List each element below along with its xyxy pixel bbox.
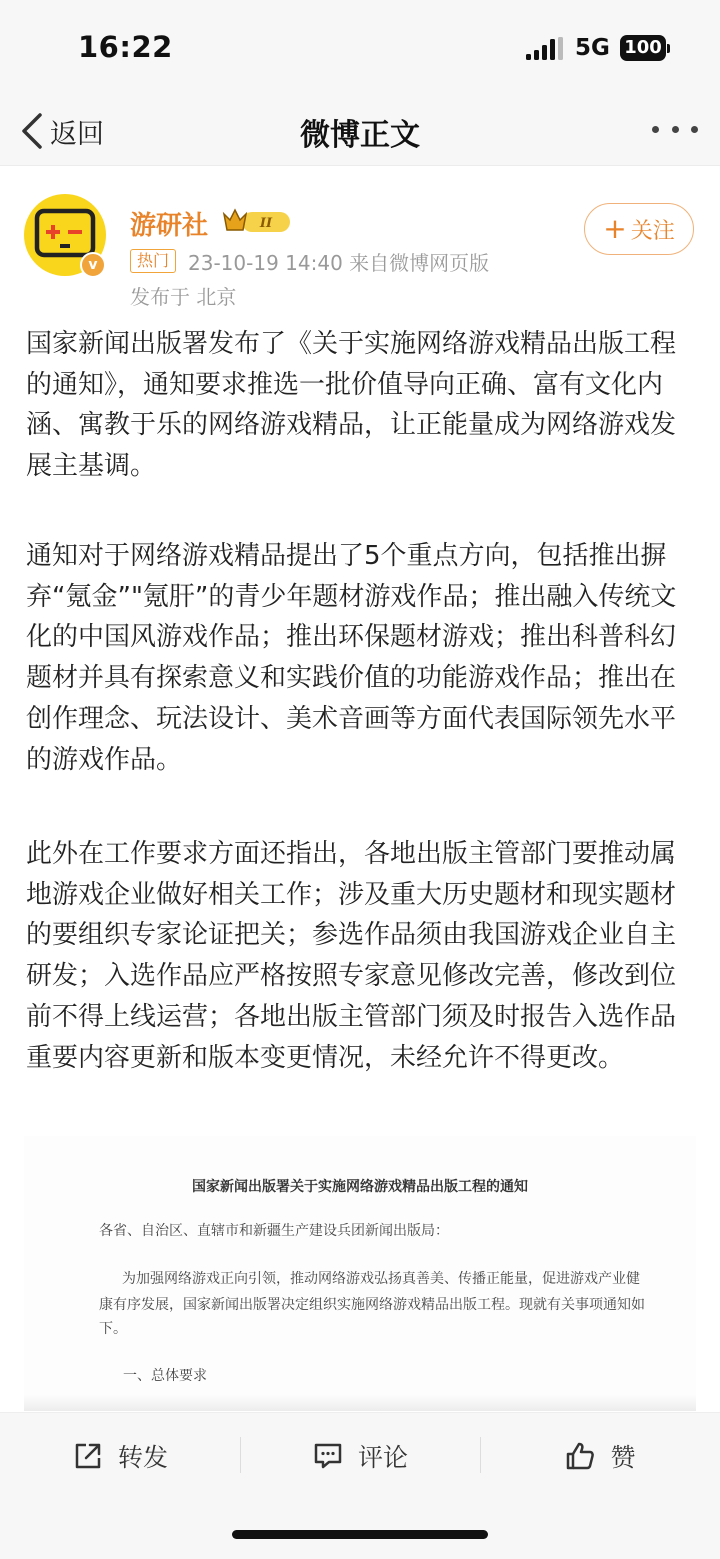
like-icon: [564, 1440, 596, 1472]
more-dot: [652, 126, 659, 133]
status-time: 16:22: [78, 30, 173, 64]
author-name[interactable]: 游研社: [130, 211, 209, 241]
doc-intro: 为加强网络游戏正向引领，推动网络游戏弘扬真善美、传播正能量，促进游戏产业健: [122, 1271, 640, 1287]
status-bar: [0, 0, 720, 96]
doc-title: 国家新闻出版署关于实施网络游戏精品出版工程的通知: [192, 1179, 528, 1195]
follow-label: 关注: [630, 218, 675, 244]
crown-badge-icon: [222, 206, 292, 236]
more-dot: [672, 126, 679, 133]
battery-icon: 100: [620, 35, 666, 61]
repost-button[interactable]: [0, 1439, 240, 1473]
plus-icon: +: [603, 212, 627, 245]
comment-label: 评论: [357, 1443, 408, 1472]
doc-section-heading: 一、总体要求: [123, 1368, 207, 1384]
post-paragraph: 通知对于网络游戏精品提出了5个重点方向，包括推出摒弃“氪金”"氪肝”的青少年题材游戏作品；推出融入传统文化的中国风游戏作品；推出环保题材游戏；推出科普科幻题材并具有探索意义和实践价值的功能游戏作品；推出在创作理念、玩法设计、美术音画等方面代表国际领先水平的游戏作品。: [26, 541, 677, 775]
hot-tag: 热门: [130, 249, 176, 273]
post-location: 发布于 北京: [130, 285, 237, 309]
game-controller-icon: [34, 208, 96, 258]
signal-icon: [526, 37, 564, 61]
like-label: 赞: [610, 1443, 636, 1472]
post-image[interactable]: [24, 1136, 696, 1411]
follow-button[interactable]: [584, 203, 694, 255]
battery-tip: [667, 44, 670, 53]
crown-badge-label: II: [259, 216, 273, 231]
image-fade: [24, 1395, 696, 1411]
nav-bar: [0, 96, 720, 166]
doc-address: 各省、自治区、直辖市和新疆生产建设兵团新闻出版局：: [99, 1223, 449, 1239]
page-title: 微博正文: [300, 118, 420, 153]
doc-intro: 下。: [99, 1321, 127, 1337]
post-meta: [130, 247, 489, 275]
post-paragraph: 此外在工作要求方面还指出，各地出版主管部门要推动属地游戏企业做好相关工作；涉及重大历史题材和现实题材的要组织专家论证把关；参选作品须由我国游戏企业自主研发；入选作品应严格按照专家意见修改完善，修改到位前不得上线运营；各地出版主管部门须及时报告入选作品重要内容更新和版本变更情况，未经允许不得更改。: [26, 839, 677, 1073]
more-dot: [691, 126, 698, 133]
network-label: 5G: [575, 35, 610, 61]
like-button[interactable]: [480, 1439, 720, 1473]
repost-icon: [72, 1440, 104, 1472]
verified-badge-icon: v: [80, 252, 106, 278]
home-indicator: [232, 1530, 488, 1539]
repost-label: 转发: [117, 1443, 168, 1472]
comment-icon: [312, 1440, 344, 1472]
back-label: 返回: [50, 118, 104, 150]
comment-button[interactable]: [240, 1439, 480, 1473]
doc-intro: 康有序发展，国家新闻出版署决定组织实施网络游戏精品出版工程。现就有关事项通知如: [99, 1297, 645, 1313]
more-icon[interactable]: [652, 116, 698, 142]
post-paragraph: 国家新闻出版署发布了《关于实施网络游戏精品出版工程的通知》，通知要求推选一批价值导向正确、富有文化内涵、寓教于乐的网络游戏精品，让正能量成为网络游戏发展主基调。: [26, 329, 677, 482]
post-time-source: 23-10-19 14:40 来自微博网页版: [188, 250, 490, 275]
